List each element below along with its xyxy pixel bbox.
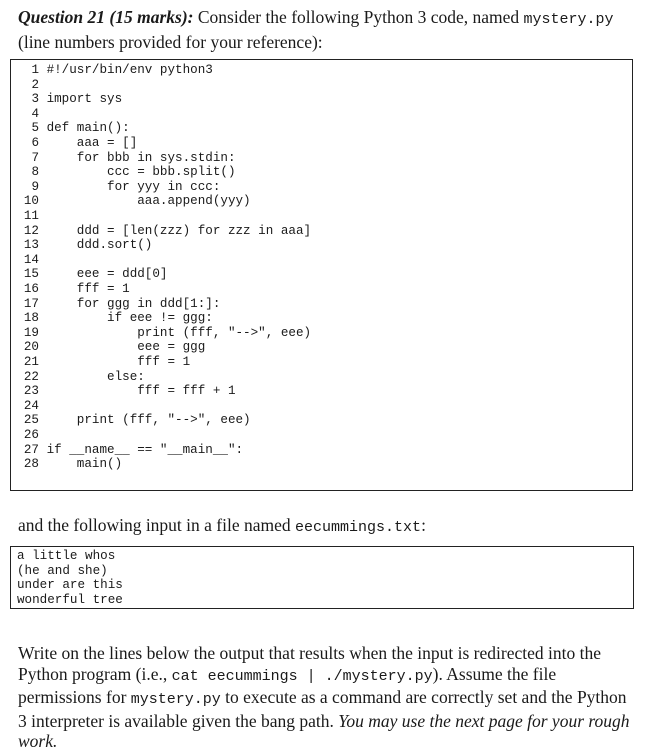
line-number: 13 [23, 238, 39, 253]
code-text: ddd = [len(zzz) for zzz in aaa] [46, 223, 312, 238]
code-text: def main(): [46, 121, 130, 136]
code-line [11, 297, 220, 312]
code-text: import sys [46, 92, 123, 107]
instructions-rough-work: You may use the next page for your rough work. [18, 710, 630, 752]
code-line [11, 92, 122, 107]
code-text: print (fff, "-->", eee) [46, 325, 312, 340]
code-line [11, 443, 243, 458]
code-text: eee = ggg [46, 340, 206, 355]
code-text: main() [46, 457, 123, 472]
instructions-command: cat eecummings | ./mystery.py [171, 667, 433, 685]
input-intro-end: : [421, 515, 426, 535]
code-text: fff = 1 [46, 282, 130, 296]
line-number: 25 [23, 413, 39, 428]
code-text: aaa = [] [46, 136, 138, 150]
line-number: 3 [31, 92, 39, 107]
code-line [11, 311, 213, 326]
code-listing [10, 59, 633, 491]
code-text: fff = 1 [46, 355, 191, 369]
code-text: if eee != ggg: [46, 311, 213, 326]
line-number: 17 [23, 296, 39, 311]
input-line: a little whos [17, 549, 116, 563]
code-text: for bbb in sys.stdin: [46, 150, 236, 165]
code-text: #!/usr/bin/env python3 [46, 63, 213, 77]
code-text: if __name__ == "__main__": [46, 442, 244, 457]
line-number: 28 [23, 457, 39, 472]
line-number: 5 [31, 121, 39, 136]
line-number: 16 [23, 282, 39, 296]
line-number: 20 [23, 340, 39, 355]
code-line [11, 370, 145, 385]
input-intro-text: and the following input in a file named [18, 515, 296, 535]
code-line [11, 413, 251, 428]
instructions-text-3: to execute as a command are correctly set and the Python 3 interpreter is available given the bang path. [18, 687, 627, 731]
line-number: 4 [31, 106, 39, 121]
code-line [11, 194, 251, 209]
code-text: eee = ddd[0] [46, 267, 168, 282]
line-number: 21 [23, 355, 39, 369]
line-number: 7 [31, 150, 39, 165]
code-line [11, 326, 311, 341]
line-number: 24 [23, 398, 39, 413]
line-number: 27 [23, 442, 39, 457]
question-heading: Question 21 (15 marks): [18, 7, 194, 27]
code-text: for ggg in ddd[1:]: [46, 296, 221, 311]
code-line [11, 282, 130, 297]
instructions-text-2: ). Assume the file permissions for [18, 663, 557, 708]
code-text: fff = fff + 1 [46, 384, 236, 399]
code-line [11, 209, 47, 224]
code-line [11, 238, 152, 253]
code-line [11, 428, 47, 443]
code-line [11, 151, 236, 166]
line-number: 11 [23, 209, 39, 223]
input-line: under are this [17, 578, 123, 593]
line-number: 14 [23, 252, 39, 267]
code-line [11, 107, 47, 122]
code-text: ddd.sort() [46, 238, 153, 253]
line-number: 12 [23, 223, 39, 238]
code-line [11, 457, 122, 472]
code-line [11, 384, 236, 399]
question-prompt [18, 6, 638, 53]
code-line [11, 63, 213, 78]
code-line [11, 121, 130, 136]
line-number: 6 [31, 136, 39, 150]
code-line [11, 267, 167, 282]
instructions-filename: mystery.py [130, 691, 221, 709]
code-line [11, 224, 311, 239]
code-text: aaa.append(yyy) [46, 194, 251, 209]
code-text: ccc = bbb.split() [46, 165, 236, 180]
question-intro: Consider the following Python 3 code, named [193, 7, 524, 27]
input-line: (he and she) [17, 563, 108, 578]
input-file-contents [10, 546, 634, 609]
input-intro [18, 514, 426, 539]
question-intro-end: (line numbers provided for your reference): [18, 32, 323, 52]
line-number: 2 [31, 77, 39, 92]
line-number: 15 [23, 267, 39, 282]
line-number: 18 [23, 311, 39, 326]
code-line [11, 180, 220, 195]
input-line: wonderful tree [17, 592, 123, 607]
code-line [11, 355, 190, 370]
instructions [18, 643, 638, 752]
input-filename: eecummings.txt [295, 519, 422, 536]
line-number: 9 [31, 179, 39, 194]
line-number: 8 [31, 165, 39, 180]
code-text: print (fff, "-->", eee) [46, 413, 251, 428]
code-line [11, 165, 236, 180]
code-line [11, 136, 137, 151]
code-text: else: [46, 369, 145, 384]
line-number: 23 [23, 384, 39, 399]
code-text: for yyy in ccc: [46, 179, 221, 194]
line-number: 22 [23, 369, 39, 384]
line-number: 10 [23, 194, 39, 209]
question-filename: mystery.py [523, 11, 614, 28]
code-line [11, 399, 47, 414]
line-number: 1 [31, 63, 39, 77]
instructions-text-1: Write on the lines below the output that results when the input is redirected into the Python program (i.e., [18, 643, 601, 684]
code-line [11, 253, 47, 268]
code-line [11, 340, 205, 355]
line-number: 26 [23, 428, 39, 442]
code-line [11, 78, 47, 93]
line-number: 19 [23, 325, 39, 340]
